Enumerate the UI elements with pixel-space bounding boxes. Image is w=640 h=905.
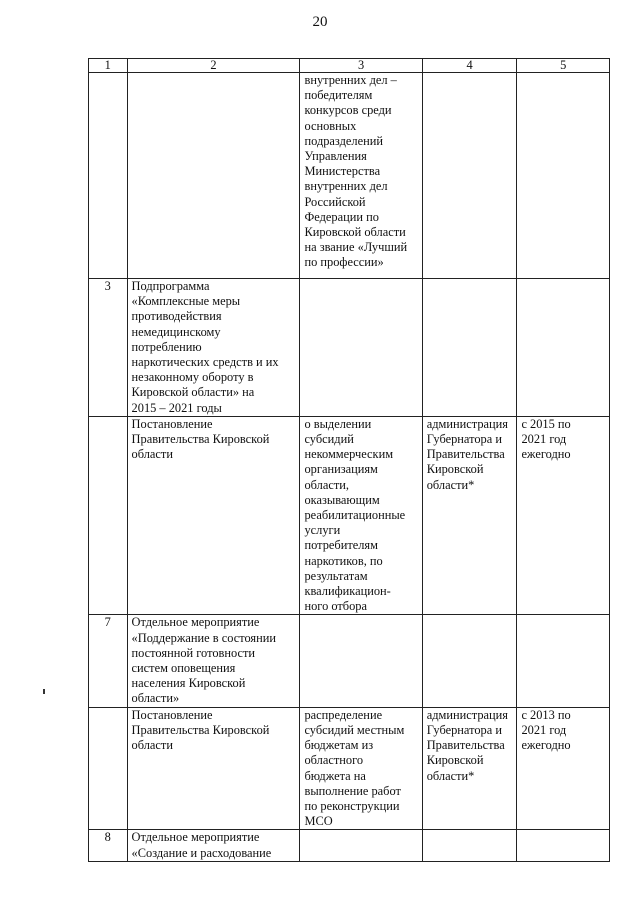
header-col-1: 1 bbox=[89, 59, 128, 73]
event-cell bbox=[127, 615, 300, 707]
description-text: распределение субсидий местным бюджетам из областного бюджета на выполнение работ по реконструкции МСО bbox=[304, 707, 405, 829]
responsible-text: администрация Губернатора и Правительства Кировской области* bbox=[426, 416, 508, 492]
document-table bbox=[88, 58, 610, 862]
description-cell bbox=[300, 830, 422, 861]
event-text: Постановление Правительства Кировской области bbox=[131, 707, 270, 753]
table-row bbox=[89, 707, 610, 830]
event-cell bbox=[127, 73, 300, 279]
description-cell bbox=[300, 279, 422, 417]
header-col-3: 3 bbox=[300, 59, 422, 73]
term-text: с 2015 по 2021 год ежегодно bbox=[521, 416, 571, 462]
header-col-2: 2 bbox=[127, 59, 300, 73]
row-number bbox=[89, 73, 128, 279]
term-cell bbox=[517, 707, 610, 830]
row-number bbox=[89, 707, 128, 830]
term-cell bbox=[517, 615, 610, 707]
event-cell bbox=[127, 279, 300, 417]
responsible-text: администрация Губернатора и Правительства Кировской области* bbox=[426, 707, 508, 783]
description-text: о выделении субсидий некоммерческим организациям области, оказывающим реабилитационные услуги потребителям наркотиков, по результатам квалификацион- ного отбора bbox=[304, 416, 406, 614]
responsible-cell bbox=[422, 830, 517, 861]
term-text: с 2013 по 2021 год ежегодно bbox=[521, 707, 571, 753]
event-cell bbox=[127, 830, 300, 861]
term-cell bbox=[517, 830, 610, 861]
table-row bbox=[89, 615, 610, 707]
event-text: Постановление Правительства Кировской области bbox=[131, 416, 270, 462]
row-number: 8 bbox=[89, 830, 128, 861]
description-text: внутренних дел – победителям конкурсов среди основных подразделений Управления Министерства внутренних дел Российской Федерации по Кировской области на звание «Лучший по профессии» bbox=[304, 73, 408, 270]
table-row bbox=[89, 279, 610, 417]
table-header-row bbox=[89, 59, 610, 73]
event-cell bbox=[127, 707, 300, 830]
table-row bbox=[89, 73, 610, 279]
term-cell bbox=[517, 416, 610, 615]
table-row bbox=[89, 830, 610, 861]
responsible-cell bbox=[422, 73, 517, 279]
term-cell bbox=[517, 73, 610, 279]
event-text: Отдельное мероприятие «Создание и расходование bbox=[131, 830, 272, 860]
responsible-cell bbox=[422, 707, 517, 830]
header-col-5: 5 bbox=[517, 59, 610, 73]
responsible-cell bbox=[422, 416, 517, 615]
description-cell bbox=[300, 707, 422, 830]
table-row bbox=[89, 416, 610, 615]
page-number: 20 bbox=[312, 14, 328, 30]
event-text: Отдельное мероприятие «Поддержание в состоянии постоянной готовности систем оповещения населения Кировской области» bbox=[131, 615, 277, 706]
description-cell bbox=[300, 416, 422, 615]
header-col-4: 4 bbox=[422, 59, 517, 73]
scan-speck bbox=[43, 689, 45, 694]
term-cell bbox=[517, 279, 610, 417]
event-text: Подпрограмма «Комплексные меры противодействия немедицинскому потреблению наркотических средств и их незаконному обороту в Кировской области» на 2015 – 2021 годы bbox=[131, 279, 279, 415]
responsible-cell bbox=[422, 279, 517, 417]
row-number: 7 bbox=[89, 615, 128, 707]
row-number bbox=[89, 416, 128, 615]
row-number: 3 bbox=[89, 279, 128, 417]
description-cell bbox=[300, 73, 422, 279]
responsible-cell bbox=[422, 615, 517, 707]
event-cell bbox=[127, 416, 300, 615]
description-cell bbox=[300, 615, 422, 707]
